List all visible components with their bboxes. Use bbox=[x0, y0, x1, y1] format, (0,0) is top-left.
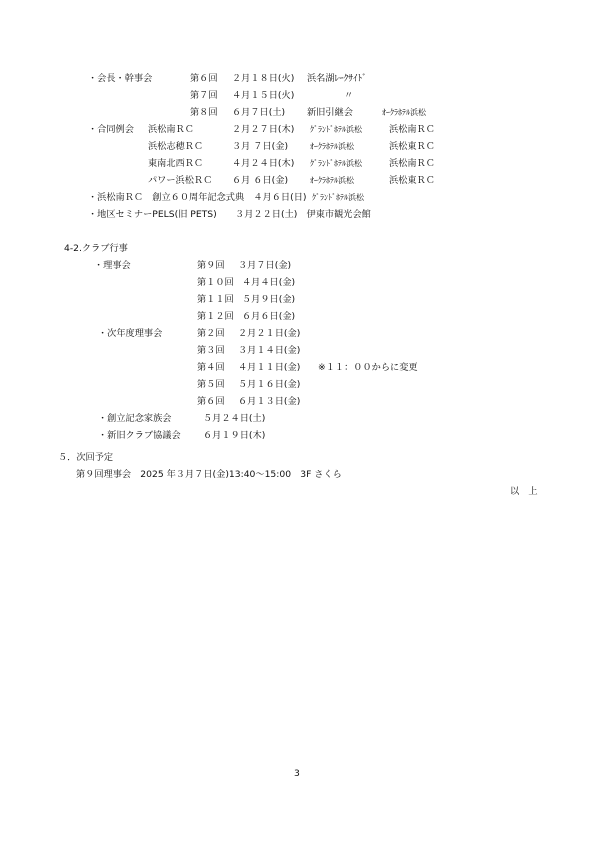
club-name: 東南北西ＲＣ bbox=[148, 158, 204, 169]
club-name: 浜松南ＲＣ bbox=[148, 124, 194, 135]
meeting-date: ４月４日(金) bbox=[242, 277, 296, 288]
item-family-gathering: ・創立記念家族会 bbox=[98, 413, 172, 424]
meeting-place: ｵｰｸﾗﾎﾃﾙ浜松 bbox=[382, 108, 426, 117]
meeting-number: 第６回 bbox=[197, 396, 225, 407]
section-heading-next-schedule: ５．次回予定 bbox=[58, 452, 114, 463]
closing-mark: 以 上 bbox=[510, 486, 538, 497]
meeting-date: ６月 ６日(金) bbox=[232, 175, 289, 186]
meeting-date: ２月２７日(木) bbox=[232, 124, 295, 135]
meeting-number: 第７回 bbox=[190, 90, 218, 101]
item-kaicho-kanjikai: ・会長・幹事会 bbox=[88, 73, 153, 84]
item-district-seminar: ・地区セミナーPELS(旧 PETS) ３月２２日(土) 伊東市観光会館 bbox=[88, 209, 371, 220]
meeting-number: 第１０回 bbox=[197, 277, 234, 288]
meeting-number: 第８回 bbox=[190, 107, 218, 118]
ditto-mark: 〃 bbox=[344, 90, 354, 101]
meeting-number: 第３回 bbox=[197, 345, 225, 356]
meeting-event: 新旧引継会 bbox=[307, 107, 353, 118]
meeting-date: ４月２４日(木) bbox=[232, 158, 295, 169]
meeting-date: ３月 ７日(金) bbox=[232, 141, 289, 152]
meeting-number: 第４回 bbox=[197, 362, 225, 373]
next-meeting-line: 第９回理事会 2025 年３月７日(金)13:40～15:00 3F さくら bbox=[76, 469, 342, 480]
meeting-place: 浜名湖ﾚｰｸｻｲﾄﾞ bbox=[307, 73, 367, 84]
host-club: 浜松南ＲＣ bbox=[389, 124, 435, 135]
meeting-place: ｸﾞﾗﾝﾄﾞﾎﾃﾙ浜松 bbox=[310, 159, 362, 168]
meeting-number: 第９回 bbox=[197, 260, 225, 271]
page-number: 3 bbox=[294, 768, 300, 779]
meeting-date: ５月９日(金) bbox=[242, 294, 296, 305]
meeting-date: ２月１８日(火) bbox=[232, 73, 295, 84]
meeting-date: ５月１６日(金) bbox=[238, 379, 301, 390]
meeting-place: ｸﾞﾗﾝﾄﾞﾎﾃﾙ浜松 bbox=[312, 193, 364, 202]
meeting-date: ３月７日(金) bbox=[238, 260, 292, 271]
meeting-date: ４月１１日(金) bbox=[238, 362, 301, 373]
item-club-council: ・新旧クラブ協議会 bbox=[98, 430, 181, 441]
section-heading-club-events: 4-2.クラブ行事 bbox=[64, 243, 128, 254]
item-next-year-board: ・次年度理事会 bbox=[98, 328, 163, 339]
meeting-number: 第１２回 bbox=[197, 311, 234, 322]
meeting-number: 第２回 bbox=[197, 328, 225, 339]
host-club: 浜松南ＲＣ bbox=[389, 158, 435, 169]
event-date: ６月１９日(木) bbox=[203, 430, 266, 441]
item-anniversary-ceremony: ・浜松南ＲＣ 創立６０周年記念式典 ４月６日(日) bbox=[88, 192, 307, 203]
host-club: 浜松東ＲＣ bbox=[389, 175, 435, 186]
item-board-meeting: ・理事会 bbox=[94, 260, 131, 271]
meeting-number: 第５回 bbox=[197, 379, 225, 390]
meeting-date: ６月１３日(金) bbox=[238, 396, 301, 407]
event-date: ５月２４日(土) bbox=[203, 413, 266, 424]
meeting-date: ６月６日(金) bbox=[242, 311, 296, 322]
club-name: パワー浜松ＲＣ bbox=[148, 175, 213, 186]
club-name: 浜松志穂ＲＣ bbox=[148, 141, 204, 152]
meeting-place: ｵｰｸﾗﾎﾃﾙ浜松 bbox=[310, 176, 354, 185]
meeting-number: 第１１回 bbox=[197, 294, 234, 305]
meeting-place: ｵｰｸﾗﾎﾃﾙ浜松 bbox=[310, 142, 354, 151]
time-change-note: ※１１：００からに変更 bbox=[318, 362, 418, 373]
item-joint-meeting: ・合同例会 bbox=[88, 124, 134, 135]
host-club: 浜松東ＲＣ bbox=[389, 141, 435, 152]
meeting-date: ４月１５日(火) bbox=[232, 90, 295, 101]
meeting-date: ６月７日(土) bbox=[232, 107, 286, 118]
meeting-place: ｸﾞﾗﾝﾄﾞﾎﾃﾙ浜松 bbox=[310, 125, 362, 134]
meeting-number: 第６回 bbox=[190, 73, 218, 84]
meeting-date: ２月２１日(金) bbox=[238, 328, 301, 339]
meeting-date: ３月１４日(金) bbox=[238, 345, 301, 356]
